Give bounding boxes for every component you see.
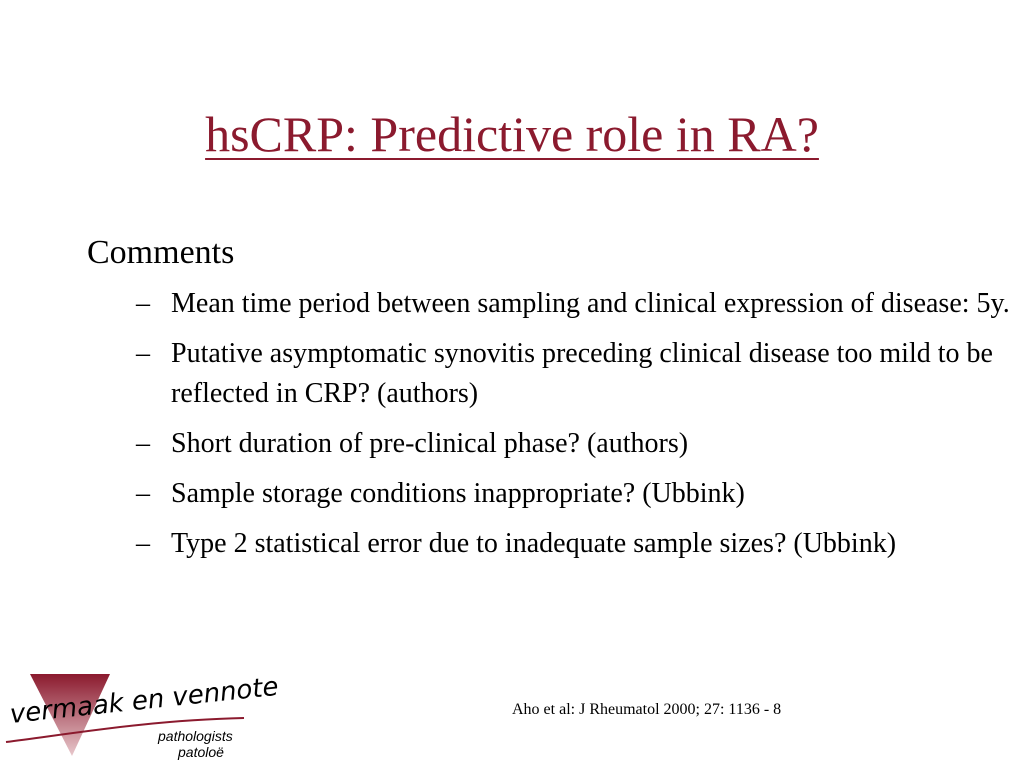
logo-subtitle-english: pathologists (158, 728, 233, 744)
citation-text: Aho et al: J Rheumatol 2000; 27: 1136 - 8 (512, 701, 782, 718)
company-logo (0, 668, 280, 764)
bullet-item (136, 524, 1016, 564)
bullet-item (136, 334, 1016, 414)
bullet-item (136, 474, 1016, 514)
dash-marker: – (136, 428, 150, 459)
dash-marker: – (136, 288, 150, 319)
bullet-text: Sample storage conditions inappropriate? (Ubbink) (171, 478, 745, 509)
bullet-text: Putative asymptomatic synovitis preceding clinical disease too mild to be reflected in CRP? (authors) (171, 338, 993, 409)
bullet-item (136, 424, 1016, 464)
dash-marker: – (136, 528, 150, 559)
bullet-text: Mean time period between sampling and clinical expression of disease: 5y. (171, 288, 1010, 319)
section-heading: Comments (87, 234, 235, 271)
logo-subtitle-afrikaans: patoloë (178, 744, 224, 760)
bullet-text: Type 2 statistical error due to inadequate sample sizes? (Ubbink) (171, 528, 897, 559)
bullet-list (136, 284, 1016, 574)
dash-marker: – (136, 338, 150, 369)
logo-wordmark: vermaak en vennote (8, 671, 280, 730)
dash-marker: – (136, 478, 150, 509)
bullet-item (136, 284, 1016, 324)
slide-title: hsCRP: Predictive role in RA? (205, 106, 819, 162)
bullet-text: Short duration of pre-clinical phase? (authors) (171, 428, 689, 459)
